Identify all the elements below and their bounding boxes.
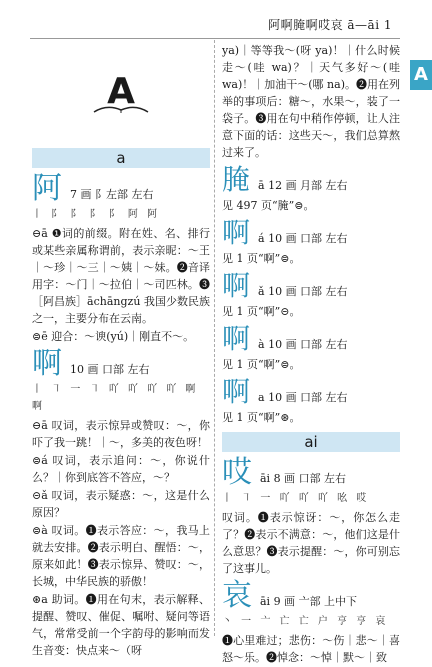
stroke-order: 丶 一 亠 亡 亡 户 亨 亨 哀 (222, 616, 389, 627)
cross-reference: 见 1 页“啊”⊝。 (222, 305, 301, 318)
section-bar-a: a (32, 148, 210, 168)
headword: 哀 (222, 578, 252, 613)
sense-text: ⊛a 助词。❶用在句末，表示解释、提醒、赞叹、催促、嘱咐、疑问等语气，常常受前一个字韵母的影响而发生音变：快点来～（呀 (32, 593, 210, 657)
headword: 啊 (32, 346, 62, 381)
cross-reference: 见 1 页“啊”⊜。 (222, 252, 301, 265)
entry-head (222, 456, 400, 490)
sense-text: ⊜à 叹词。❶表示答应：～，我马上就去安排。❷表示明白、醒悟：～，原来如此！❸表示惊异、赞叹：～，长城，中华民族的骄傲！ (32, 524, 210, 588)
entry-head (222, 163, 400, 197)
headword-meta: 10 画 口部 左右 (70, 363, 150, 376)
section-letter-emblem (32, 72, 210, 142)
entry-head (222, 322, 400, 356)
left-column (32, 42, 210, 660)
stroke-order: 丨 ㇕ 一 吖 吖 吖 吆 哎 (222, 493, 370, 504)
section-bar-ai: ai (222, 432, 400, 452)
stroke-order: 丨 ㇕ 一 ㇕ 吖 吖 吖 吖 啊 啊 (32, 384, 199, 412)
headword: 啊 (222, 269, 251, 302)
section-letter: A (107, 71, 135, 112)
headword-meta: á 10 画 口部 左右 (258, 232, 348, 245)
sense-text: ⊖ā 叹词，表示惊异或赞叹：～，你吓了我一跳！｜～，多美的夜色呀！ (32, 419, 210, 449)
page-header (0, 14, 410, 36)
entry-head (32, 172, 210, 206)
sense-text: ⊜á 叹词，表示追问：～，你说什么？｜你到底答不答应，～？ (32, 454, 210, 484)
entry-head (222, 375, 400, 409)
sense-text: ❶心里难过；悲伤：～伤｜悲～｜喜怒～乐。❷悼念：～悼｜默～｜致 (222, 634, 400, 664)
headword: 啊 (222, 216, 251, 249)
letter-thumb-tab[interactable]: A (410, 60, 432, 90)
headword: 哎 (222, 455, 252, 490)
entry-head (32, 347, 210, 381)
running-title: 阿啊腌啊哎哀 ā—āi 1 (268, 18, 392, 32)
sense-text: ⊖ā ❶词的前缀。附在姓、名、排行或某些亲属称谓前，表示亲昵：～王｜～珍｜～三｜～姨｜～妹。❷音译用字：～门｜～拉伯｜～司匹林。❸［阿昌族］āchāngzú 我国少数民族之一，主要分布在云南。 (32, 227, 210, 325)
headword-meta: ǎ 10 画 口部 左右 (258, 285, 348, 298)
right-column (222, 42, 400, 667)
header-rule (30, 38, 400, 39)
headword: 阿 (32, 171, 62, 206)
headword-meta: a 10 画 口部 左右 (258, 391, 348, 404)
headword-meta: 7 画 阝左部 左右 (70, 188, 154, 201)
cross-reference: 见 497 页“腌”⊜。 (222, 199, 315, 212)
headword-meta: ā 12 画 月部 左右 (258, 179, 348, 192)
column-divider (214, 40, 215, 636)
headword: 啊 (222, 322, 251, 355)
sense-text: ⊝ǎ 叹词，表示疑惑：～，这是什么原因？ (32, 489, 210, 519)
cross-reference: 见 1 页“啊”⊛。 (222, 411, 301, 424)
sense-text: ⊜ē 迎合：～谀(yú)｜刚直不～。 (32, 330, 195, 343)
continued-text: ya)｜等等我～(呀 ya)！｜什么时候走～(哇 wa)？｜天气多好～(哇 wa)！｜加油干～(哪 na)。❷用在列举的事项后：糖～，水果～，装了一袋子。❸用在句中稍作停顿，让人注意下面的话：这些天～，我们总算熬过来了。 (222, 44, 400, 159)
sense-text: 叹词。❶表示惊讶：～，你怎么走了？❷表示不满意：～，他们这是什么意思？❸表示提醒：～，你可别忘了这事儿。 (222, 511, 400, 575)
open-book-icon (92, 100, 150, 114)
headword-meta: āi 8 画 口部 左右 (260, 472, 347, 485)
stroke-order: 丨 阝 阝 阝 阝 阿 阿 (32, 209, 161, 220)
entry-head (222, 579, 400, 613)
cross-reference: 见 1 页“啊”⊜。 (222, 358, 301, 371)
headword: 啊 (222, 375, 251, 408)
headword-meta: à 10 画 口部 左右 (258, 338, 348, 351)
headword: 腌 (222, 163, 251, 196)
entry-head (222, 269, 400, 303)
headword-meta: āi 9 画 亠部 上中下 (260, 595, 358, 608)
entry-head (222, 216, 400, 250)
